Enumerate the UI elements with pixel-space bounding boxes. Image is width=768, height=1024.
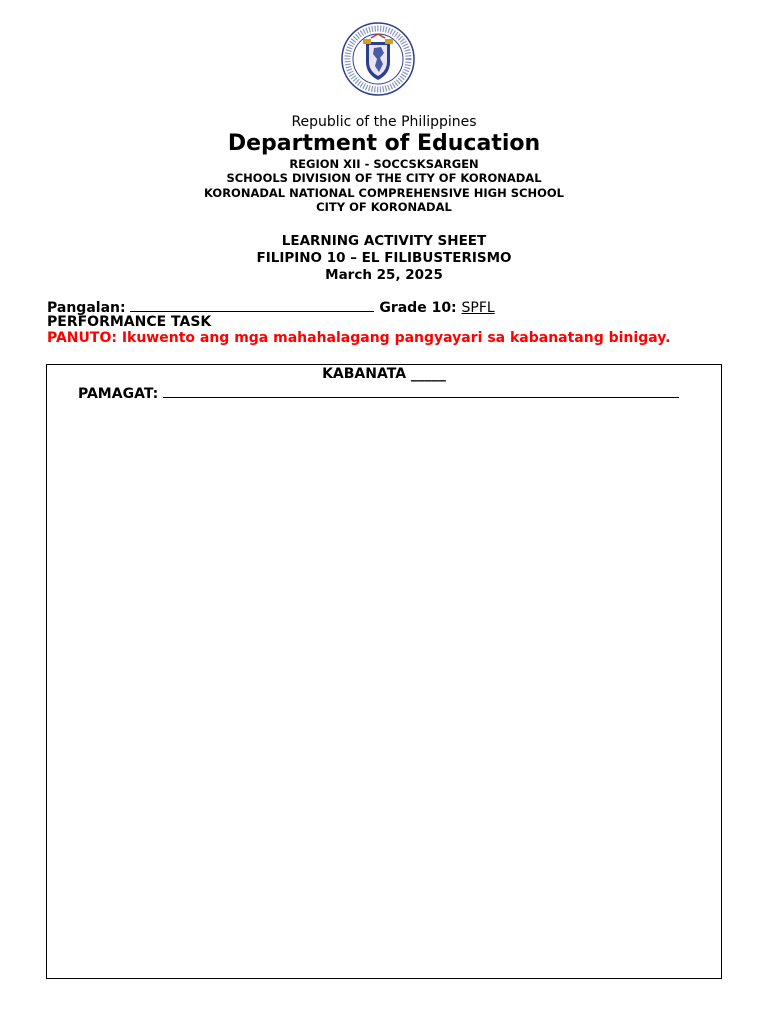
name-label: Pangalan: [47,300,126,316]
sheet-title: LEARNING ACTIVITY SHEET [281,233,487,249]
instructions-text: PANUTO: Ikuwento ang mga mahahalagang pangyayari sa kabanatang binigay. [47,330,671,346]
division-line: SCHOOLS DIVISION OF THE CITY OF KORONADAL [226,171,542,185]
republic-heading: Republic of the Philippines [291,114,477,130]
title-line [78,383,679,402]
grade-label: Grade 10: [379,300,457,316]
school-line: KORONADAL NATIONAL COMPREHENSIVE HIGH SCHOOL [204,186,564,200]
chapter-label: KABANATA [322,366,407,382]
sheet-date: March 25, 2025 [325,267,443,283]
title-blank-line[interactable] [163,383,679,398]
chapter-line [47,366,721,382]
region-line: REGION XII - SOCCSKSARGEN [289,157,479,171]
answer-box[interactable] [46,364,722,979]
department-heading: Department of Education [227,131,541,156]
title-label: PAMAGAT: [78,386,159,402]
sheet-subject: FILIPINO 10 – EL FILIBUSTERISMO [256,250,512,266]
chapter-blank[interactable]: _____ [410,366,446,382]
deped-seal-logo [341,22,415,96]
grade-section-value: SPFL [461,300,495,316]
task-label: PERFORMANCE TASK [47,314,212,330]
city-line: CITY OF KORONADAL [316,200,452,214]
name-blank-line[interactable] [130,297,374,312]
